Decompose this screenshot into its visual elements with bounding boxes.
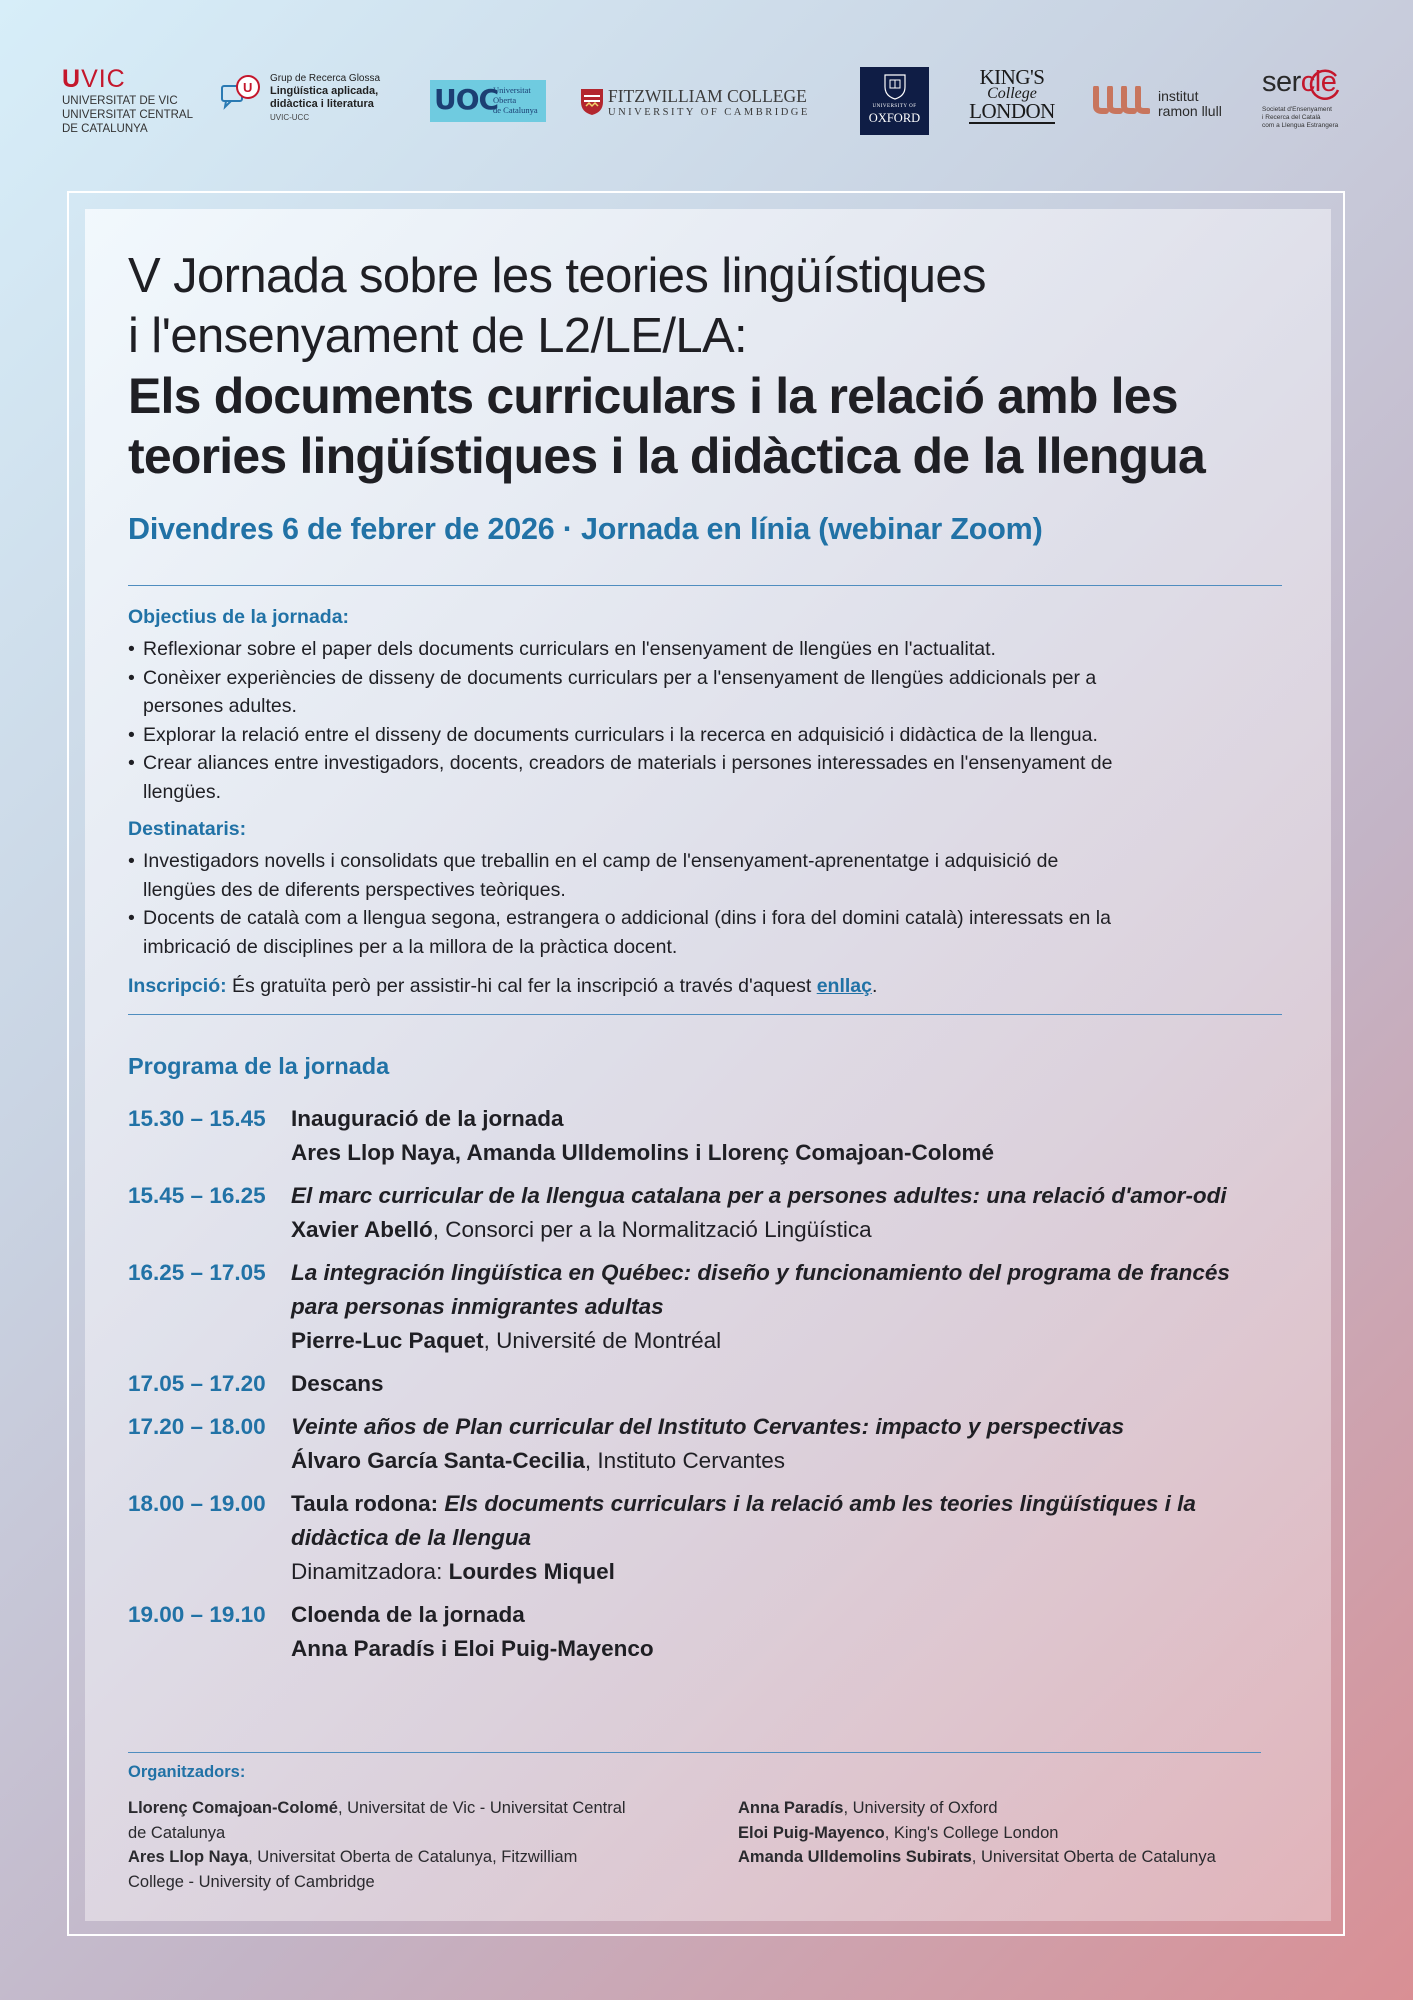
program-line [291, 1324, 1288, 1358]
program-time: 15.30 – 15.45 [128, 1106, 266, 1131]
program-heading: Programa de la jornada [128, 1053, 390, 1079]
sercle-mark-b: cle [1300, 66, 1337, 98]
organizer-line [738, 1796, 1216, 1821]
organizers-left-column [128, 1796, 688, 1894]
organizer-affiliation: , Universitat Oberta de Catalunya [971, 1848, 1216, 1866]
sercle-line: i Recerca del Català [1262, 114, 1321, 121]
program-details [291, 1256, 1288, 1358]
program-text: Anna Paradís i Eloi Puig-Mayenco [291, 1636, 654, 1661]
organizer-line [128, 1796, 688, 1821]
uvic-line: UNIVERSITAT CENTRAL [62, 109, 193, 121]
llull-line: ramon llull [1158, 103, 1222, 119]
program-details [291, 1179, 1288, 1247]
registration-end: . [871, 975, 878, 997]
program-time: 19.00 – 19.10 [128, 1602, 266, 1627]
program-details [291, 1598, 1288, 1666]
program-text: para personas inmigrantes adultas [291, 1294, 664, 1319]
program-row [128, 1102, 1288, 1170]
circle-arc-icon [1308, 68, 1342, 102]
program-row [128, 1410, 1288, 1478]
organizer-name: Ares Llop Naya [128, 1848, 249, 1866]
registration-text: És gratuïta però per assistir-hi cal fer la inscripció a través d'aquest [226, 975, 817, 997]
program-text: El marc curricular de la llengua catalana per a persones adultes: una relació d'amor-odi [291, 1183, 1227, 1208]
subtitle-line: teories lingüístiques i la didàctica de la llengua [128, 428, 1205, 484]
program-text: Pierre-Luc Paquet [291, 1328, 484, 1353]
program-text: Veinte años de Plan curricular del Instituto Cervantes: impacto y perspectivas [291, 1414, 1125, 1439]
glossa-logo [220, 72, 400, 132]
oxford-logo [860, 67, 929, 135]
uvic-mark: U [62, 65, 82, 93]
program-time: 15.45 – 16.25 [128, 1183, 266, 1208]
oxford-small: UNIVERSITY OF [872, 104, 917, 109]
objective-item [128, 635, 1288, 664]
llull-mark-icon [1092, 86, 1150, 114]
title-line: V Jornada sobre les teories lingüístiques [128, 249, 986, 303]
program-text: La integración lingüística en Québec: diseño y funcionamiento del programa de francés [291, 1260, 1230, 1285]
oxford-big: OXFORD [868, 111, 921, 125]
program-text: Inauguració de la jornada [291, 1106, 564, 1131]
glossa-line: Grup de Recerca Glossa [270, 73, 381, 84]
audience-item-line: • Investigadors novells i consolidats que treballin en el camp de l'ensenyament-aprenentatge i adquisició de [143, 850, 1059, 872]
program-row [128, 1598, 1288, 1666]
institut-ramon-llull-logo [1092, 86, 1242, 126]
kings-college-logo [966, 67, 1058, 137]
sercle-line: com a Llengua Estrangera [1262, 122, 1339, 129]
objective-item-line: llengües. [143, 780, 222, 803]
program-line [291, 1102, 1288, 1136]
program-details [291, 1487, 1288, 1589]
organizer-affiliation: , King's College London [884, 1823, 1059, 1842]
registration-label: Inscripció: [128, 975, 227, 997]
program-line [291, 1444, 1288, 1478]
program-text: Álvaro García Santa-Cecilia [291, 1448, 585, 1473]
glossa-line: didàctica i literatura [270, 98, 374, 110]
program-line [291, 1410, 1288, 1444]
main-content [128, 246, 1288, 1675]
organizer-name: Anna Paradís [738, 1799, 844, 1817]
program-line [291, 1367, 1288, 1401]
uvic-mark-rest: VIC [81, 65, 126, 93]
uoc-line: Universitat [493, 85, 531, 95]
organizers-right-column [738, 1796, 1216, 1894]
organizers-section [128, 1752, 1261, 1894]
organizer-affiliation: de Catalunya [128, 1823, 226, 1842]
objective-item [128, 749, 1288, 806]
title-line: i l'ensenyament de L2/LE/LA: [128, 309, 748, 363]
audience-item-line: imbricació de disciplines per a la millora de la pràctica docent. [143, 935, 678, 958]
registration-link[interactable]: enllaç [816, 975, 872, 997]
organizer-line [738, 1845, 1216, 1870]
objective-item [128, 721, 1288, 750]
audience-item-line: • Docents de català com a llengua segona, estrangera o addicional (dins i fora del domini català) interessats en la [143, 907, 1111, 929]
program-time: 17.05 – 17.20 [128, 1371, 266, 1396]
organizer-affiliation: , Universitat Oberta de Catalunya, Fitzwilliam [248, 1848, 578, 1866]
program-text: , Consorci per a la Normalització Lingüística [432, 1217, 872, 1242]
objective-item [128, 664, 1288, 721]
kings-line: LONDON [969, 99, 1055, 123]
glossa-line: UVIC-UCC [270, 113, 310, 122]
program-text: Cloenda de la jornada [291, 1602, 525, 1627]
organizer-line [738, 1821, 1216, 1846]
subtitle-line: Els documents curriculars i la relació amb les [128, 368, 1178, 424]
shield-crest-icon [580, 88, 604, 116]
program-text: Xavier Abelló [291, 1217, 433, 1242]
fitzwilliam-title: FITZWILLIAM COLLEGE [608, 86, 807, 106]
program-line [291, 1521, 1288, 1555]
uoc-mark: UOC [434, 83, 499, 116]
fitzwilliam-subtitle: UNIVERSITY OF CAMBRIDGE [608, 107, 810, 118]
sercle-mark-a: ser [1262, 66, 1301, 98]
program-line [291, 1179, 1288, 1213]
uvic-line: DE CATALUNYA [62, 123, 148, 135]
organizer-line [128, 1870, 688, 1895]
fitzwilliam-logo [580, 86, 825, 126]
speech-bubble-icon [220, 74, 264, 114]
program-row [128, 1179, 1288, 1247]
program-row [128, 1256, 1288, 1358]
uoc-line: de Catalunya [493, 105, 538, 115]
program-text: Lourdes Miquel [448, 1559, 615, 1584]
program-details [291, 1102, 1288, 1170]
program-line [291, 1598, 1288, 1632]
divider [128, 585, 1282, 586]
organizer-line [128, 1821, 688, 1846]
organizer-affiliation: , Universitat de Vic - Universitat Central [337, 1799, 626, 1817]
llull-line: institut [1158, 88, 1199, 104]
program-text: Descans [291, 1371, 384, 1396]
organizer-name: Llorenç Comajoan-Colomé [128, 1799, 338, 1817]
program-text: Ares Llop Naya, Amanda Ulldemolins i Llorenç Comajoan-Colomé [291, 1140, 995, 1165]
audience-item [128, 904, 1288, 961]
organizer-line [128, 1845, 688, 1870]
objective-item-line: • Explorar la relació entre el disseny de documents curriculars i la recerca en adquisició i didàctica de la llengua. [143, 723, 1098, 746]
logo-strip [60, 62, 1353, 142]
objective-item-line: • Conèixer experiències de disseny de documents curriculars per a l'ensenyament de llengües addicionals per a [143, 666, 1097, 689]
audience-item-line: llengües des de diferents perspectives teòriques. [143, 878, 566, 901]
sercle-logo [1262, 66, 1357, 138]
kings-line: KING'S [979, 65, 1045, 89]
divider [128, 1014, 1282, 1015]
audience-item [128, 847, 1288, 904]
program-line [291, 1213, 1288, 1247]
uvic-logo [62, 66, 202, 136]
uoc-logo [430, 80, 546, 122]
organizer-affiliation: , University of Oxford [843, 1799, 998, 1817]
event-date: Divendres 6 de febrer de 2026 · Jornada en línia (webinar Zoom) [128, 512, 1043, 546]
program-row [128, 1487, 1288, 1589]
organizer-name: Amanda Ulldemolins Subirats [738, 1848, 972, 1866]
program-text: , Instituto Cervantes [584, 1448, 785, 1473]
program-time: 16.25 – 17.05 [128, 1260, 266, 1285]
program-line [291, 1487, 1288, 1521]
objective-item-line: • Reflexionar sobre el paper dels documents curriculars en l'ensenyament de llengües en l'actualitat. [143, 638, 996, 660]
program-line [291, 1256, 1288, 1290]
objective-item-line: persones adultes. [143, 695, 297, 717]
glossa-line: Lingüística aplicada, [270, 85, 379, 97]
program-text: didàctica de la llengua [291, 1525, 532, 1550]
audience-heading: Destinataris: [128, 818, 247, 840]
program-text: , Université de Montréal [483, 1328, 722, 1353]
program-line [291, 1632, 1288, 1666]
program-line [291, 1290, 1288, 1324]
crest-icon [883, 73, 907, 101]
program-text: Dinamitzadora: [291, 1559, 449, 1584]
sercle-line: Societat d'Ensenyament [1262, 106, 1332, 113]
program-line [291, 1555, 1288, 1589]
svg-text:U: U [243, 80, 253, 95]
program-row [128, 1367, 1288, 1401]
program-text: Taula rodona: [291, 1491, 445, 1516]
organizer-name: Eloi Puig-Mayenco [738, 1823, 885, 1842]
program-details [291, 1367, 1288, 1401]
objectives-list [128, 635, 1288, 806]
program-schedule [128, 1102, 1288, 1666]
organizers-heading: Organitzadors: [128, 1763, 246, 1781]
program-time: 17.20 – 18.00 [128, 1414, 266, 1439]
program-time: 18.00 – 19.00 [128, 1491, 266, 1516]
objectives-heading: Objectius de la jornada: [128, 606, 350, 628]
organizer-affiliation: College - University of Cambridge [128, 1872, 375, 1891]
uoc-line: Oberta [493, 95, 517, 105]
program-text: Els documents curriculars i la relació amb les teories lingüístiques i la [444, 1491, 1196, 1516]
divider [128, 1752, 1261, 1753]
audience-list [128, 847, 1288, 961]
objective-item-line: • Crear aliances entre investigadors, docents, creadors de materials i persones interessades en l'ensenyament de [143, 752, 1113, 774]
uvic-line: UNIVERSITAT DE VIC [62, 95, 178, 107]
registration-line [128, 975, 1288, 998]
kings-line: College [987, 85, 1037, 102]
program-details [291, 1410, 1288, 1478]
program-line [291, 1136, 1288, 1170]
